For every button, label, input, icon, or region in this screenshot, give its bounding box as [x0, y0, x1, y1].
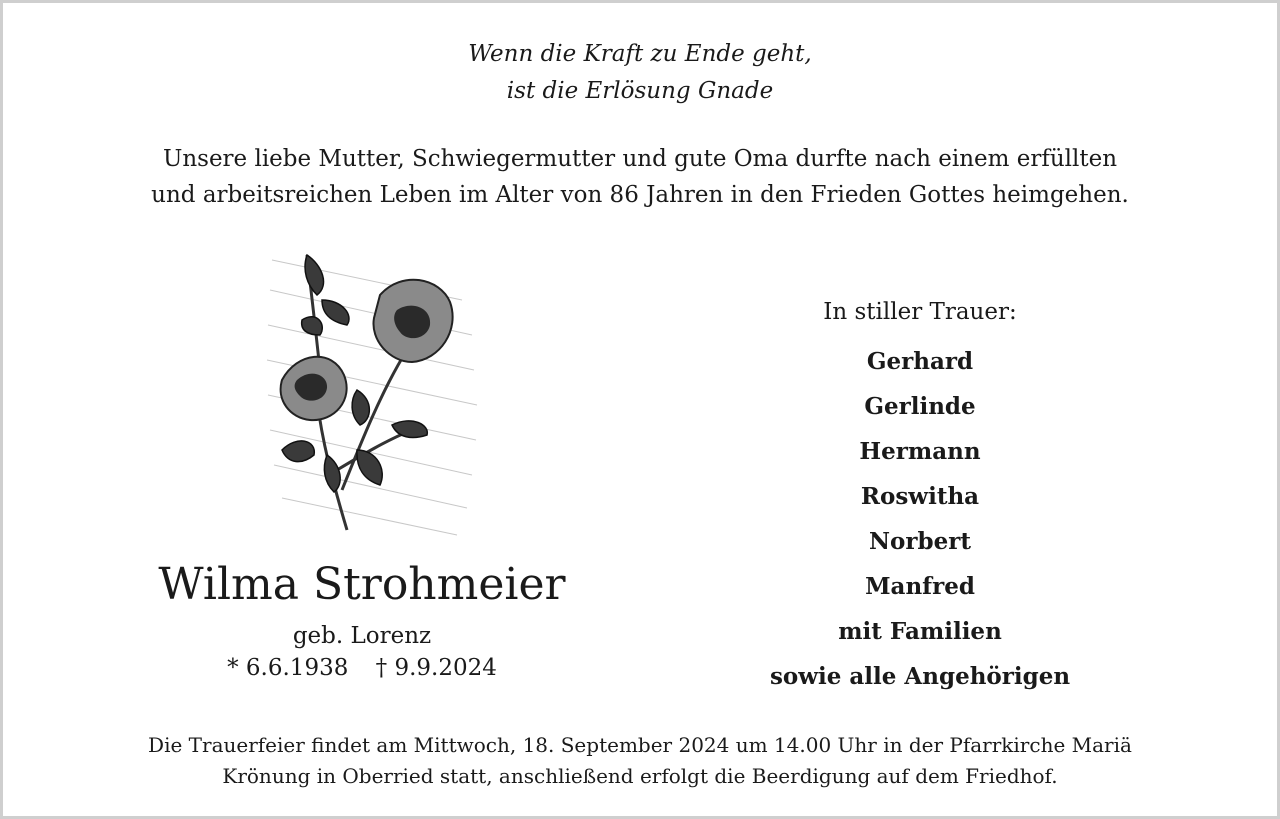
- service-line-1: Die Trauerfeier findet am Mittwoch, 18. September 2024 um 14.00 Uhr in der Pfarrkirche Mariä: [148, 733, 1132, 757]
- mourner-name: Norbert: [869, 528, 971, 555]
- mourners-block: [700, 294, 1140, 699]
- birth-name: geb. Lorenz: [292, 623, 432, 649]
- motto-line-1: Wenn die Kraft zu Ende geht,: [468, 41, 812, 67]
- mourners-list: [700, 339, 1140, 699]
- mourner-name: sowie alle Angehörigen: [769, 663, 1071, 690]
- mourner-name: mit Familien: [838, 618, 1002, 645]
- mourner-name: Roswitha: [860, 483, 980, 510]
- mourner-name: Gerhard: [866, 348, 974, 375]
- death-date: † 9.9.2024: [375, 655, 497, 681]
- funeral-service-info: [0, 730, 1280, 792]
- motto: [0, 36, 1280, 110]
- deceased-info: [112, 557, 612, 684]
- intro-line-2: und arbeitsreichen Leben im Alter von 86 Jahren in den Frieden Gottes heimgehen.: [151, 182, 1129, 208]
- life-dates: [112, 652, 612, 684]
- mourners-heading: In stiller Trauer:: [823, 299, 1017, 325]
- mourner-name: Hermann: [859, 438, 981, 465]
- mourner-name: Gerlinde: [864, 393, 976, 420]
- motto-line-2: ist die Erlösung Gnade: [506, 78, 774, 104]
- intro-line-1: Unsere liebe Mutter, Schwiegermutter und gute Oma durfte nach einem erfüllten: [162, 146, 1118, 172]
- deceased-name: Wilma Strohmeier: [158, 559, 566, 610]
- birth-date: * 6.6.1938: [227, 655, 349, 681]
- intro-text: [0, 141, 1280, 213]
- mourner-name: Manfred: [865, 573, 975, 600]
- rose-illustration-icon: [262, 240, 482, 540]
- service-line-2: Krönung in Oberried statt, anschließend erfolgt die Beerdigung auf dem Friedhof.: [222, 764, 1058, 788]
